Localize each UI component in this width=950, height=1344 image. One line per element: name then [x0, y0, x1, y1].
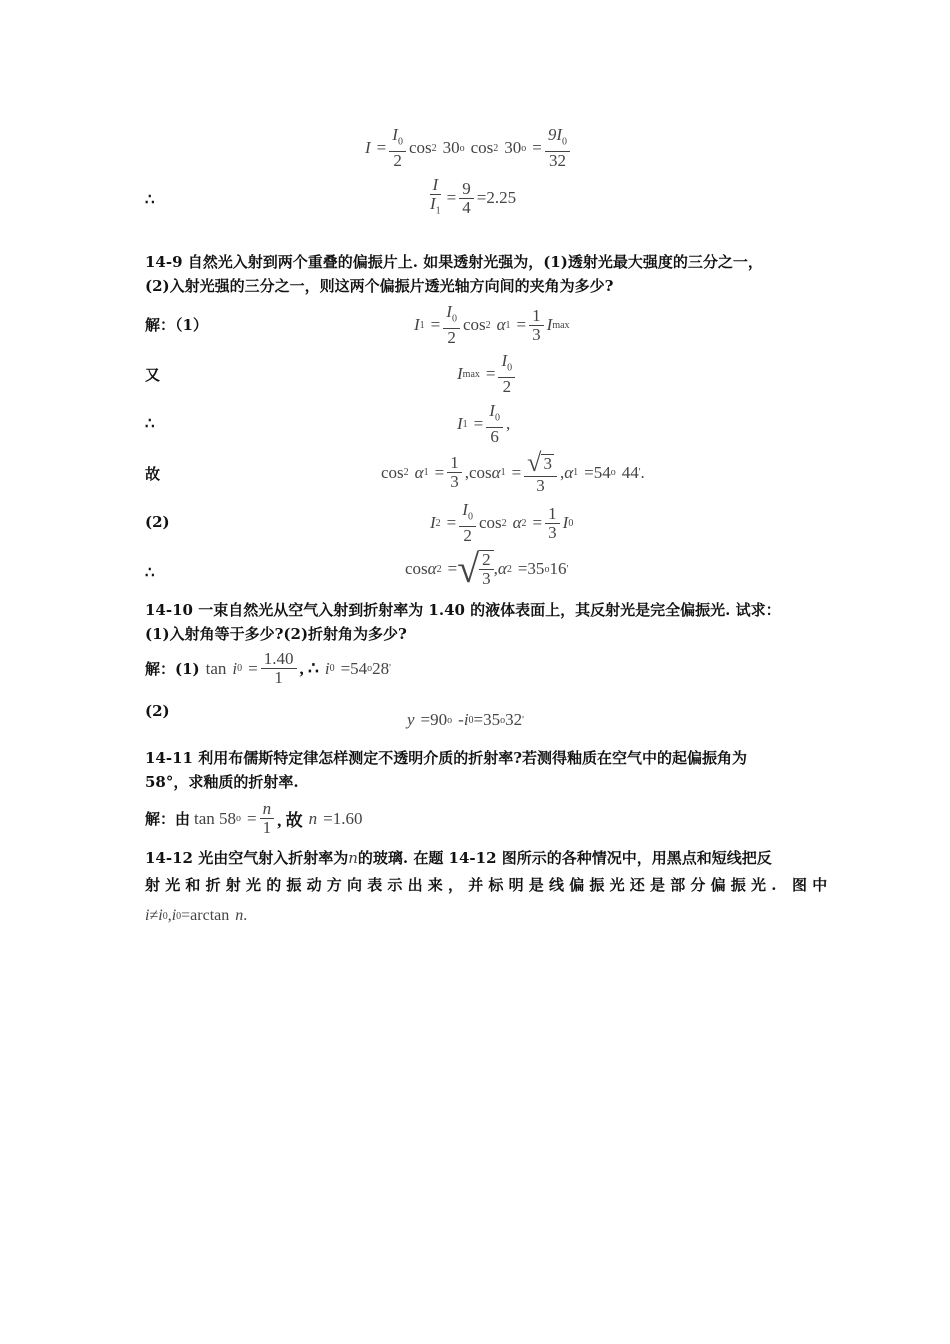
therefore-label-3: ∴ — [145, 563, 155, 581]
question-14-10-line2: (1)入射角等于多少?(2)折射角为多少? — [145, 625, 407, 643]
equation-s6: cos α 2 = √ $\frac{2}{3}$ , α 2 =35 o 16 ' — [405, 546, 569, 591]
part-2-label-b: (2) — [145, 702, 170, 720]
equation-s8: y =90 o - i 0 =35 o 32 ' — [407, 710, 524, 729]
question-14-9-line1: 14-9 自然光入射到两个重叠的偏振片上. 如果透射光强为，(1)透射光最大强度的三分之一， — [145, 253, 763, 271]
also-label: 又 — [145, 366, 161, 384]
question-14-9-line2: (2)入射光强的三分之一，则这两个偏振片透光轴方向间的夹角为多少? — [145, 277, 614, 295]
equation-s4: cos 2 α 1 = $\frac{1}{3}$ ,cos α 1 = √ 3 3 , α 1 =54 o 44 ' . — [381, 448, 645, 495]
equation-ratio: $\frac{I}{I_1}$ = $\frac{9}{4}$ =2.25 — [430, 175, 517, 217]
equation-s7: 解：(1) tan i 0 = $\frac{1.40}{1}$ , ∴ i 0 =54 o 28 ' — [145, 649, 391, 687]
therefore-label: ∴ — [145, 190, 155, 208]
equation-s1: I 1 = $\frac{I_0}{2}$ cos 2 α 1 = $\frac{1}{3}$ I max — [414, 302, 570, 348]
equation-s2: I max = $\frac{I_0}{2}$ — [457, 352, 518, 396]
equation-s9: 解：由 tan 58 o = $\frac{n}{1}$ , 故 n =1.60 — [145, 799, 363, 837]
equation-s5: I 2 = $\frac{I_0}{2}$ cos 2 α 2 = $\frac{1}{3}$ I 0 — [430, 500, 574, 546]
part-2-label: (2) — [145, 513, 170, 531]
equation-intensity: I = $\frac{I_0}{2}$ cos 2 30 o cos 2 30 o = $\frac{9I_0}{32}$ — [365, 126, 573, 170]
question-14-11-line1: 14-11 利用布儒斯特定律怎样测定不透明介质的折射率?若测得釉质在空气中的起偏振角为 — [145, 749, 747, 767]
equation-condition: i ≠ i 0 , i 0 =arctan n . — [145, 907, 248, 924]
solution-label-1: 解：（1） — [145, 316, 208, 334]
equation-s3: I 1 = $\frac{I_0}{6}$ , — [457, 401, 511, 447]
question-14-12-line2: 射光和折射光的振动方向表示出来，并标明是线偏振光还是部分偏振光. 图中 — [145, 876, 833, 894]
question-14-10-line1: 14-10 一束自然光从空气入射到折射率为 1.40 的液体表面上，其反射光是完全偏振光. 试求： — [145, 601, 781, 619]
hence-label: 故 — [145, 465, 161, 483]
therefore-label-2: ∴ — [145, 414, 155, 432]
question-14-12-line1: 14-12 光由空气射入折射率为n的玻璃. 在题 14-12 图所示的各种情况中，用黑点和短线把反 — [145, 849, 772, 867]
question-14-11-line2: 58°，求釉质的折射率. — [145, 773, 299, 791]
